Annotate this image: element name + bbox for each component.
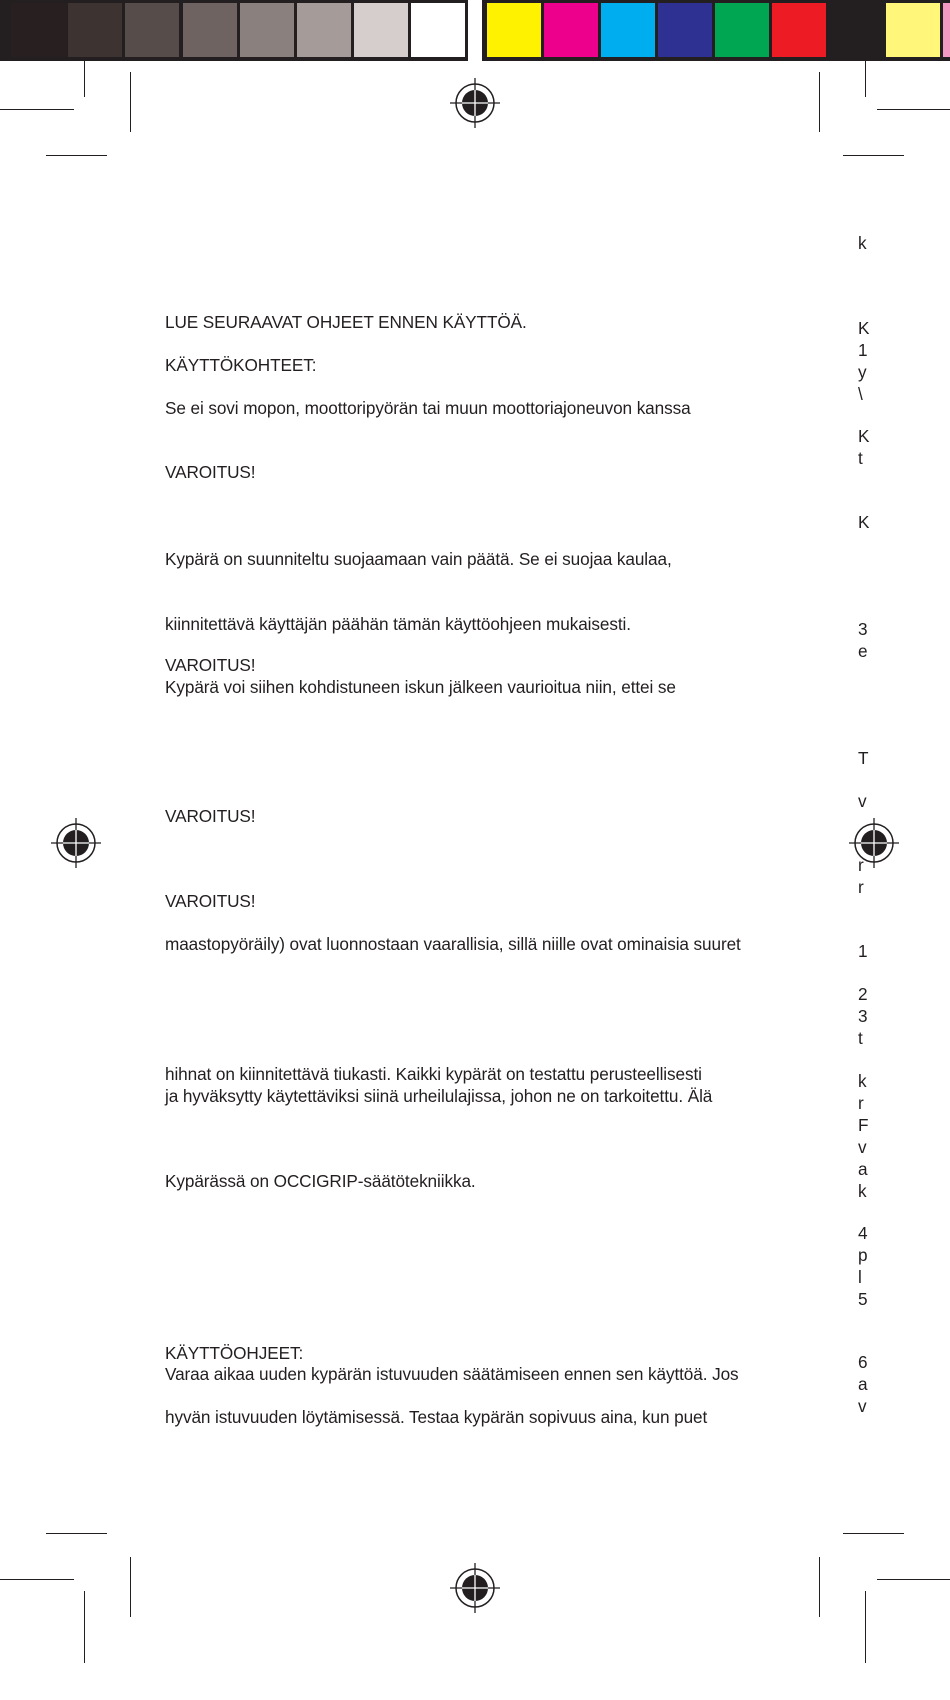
next-page-margin-char: v [858, 791, 867, 811]
fit-adjustment-text: Varaa aikaa uuden kypärän istuvuuden säätämiseen ennen sen käyttöä. Jos [165, 1364, 739, 1384]
next-page-margin-char: 1 [858, 941, 868, 961]
gray-swatch [11, 3, 67, 57]
trim-mark [819, 1557, 820, 1617]
impact-damage-text: Kypärä voi siihen kohdistuneen iskun jälkeen vaurioitua niin, ettei se [165, 677, 676, 697]
straps-text: hihnat on kiinnitettävä tiukasti. Kaikki kypärät on testattu perusteellisesti [165, 1064, 702, 1084]
next-page-margin-char: 3 [858, 1006, 868, 1026]
next-page-margin-char: 1 [858, 340, 868, 360]
fit-test-text: hyvän istuvuuden löytämisessä. Testaa kypärän sopivuus aina, kun puet [165, 1407, 708, 1427]
trim-mark [819, 72, 820, 132]
gray-swatch [183, 3, 237, 57]
next-page-margin-char: K [858, 512, 870, 532]
process-color-swatch [601, 3, 655, 57]
next-page-margin-char: T [858, 748, 869, 768]
warning-heading: VAROITUS! [165, 806, 256, 826]
trim-mark [843, 155, 904, 156]
usage-heading: KÄYTTÖKOHTEET: [165, 355, 317, 375]
registration-mark-icon [450, 78, 500, 128]
next-page-margin-char: \ [858, 384, 863, 404]
next-page-margin-char: l [858, 1267, 862, 1287]
gray-swatch [125, 3, 179, 57]
next-page-margin-char: v [858, 1396, 867, 1416]
next-page-margin-char: K [858, 318, 870, 338]
next-page-margin-char: 5 [858, 1289, 868, 1309]
next-page-margin-char: 2 [858, 984, 868, 1004]
warning-heading: VAROITUS! [165, 655, 256, 675]
gray-swatch [297, 3, 351, 57]
next-page-margin-char: y [858, 362, 867, 382]
gray-swatch [68, 3, 122, 57]
next-page-margin-char: F [858, 1115, 869, 1135]
next-page-margin-char: 4 [858, 1223, 868, 1243]
trim-mark [46, 1533, 107, 1534]
next-page-margin-char: r [858, 1093, 864, 1113]
next-page-margin-char: t [858, 448, 863, 468]
next-page-margin-char: K [858, 426, 870, 446]
trim-mark [46, 155, 107, 156]
process-color-swatch [772, 3, 826, 57]
next-page-margin-char: r [858, 877, 864, 897]
usage-text: Se ei sovi mopon, moottoripyörän tai muun moottoriajoneuvon kanssa [165, 398, 691, 418]
process-color-swatch [829, 3, 883, 57]
process-color-swatch [544, 3, 598, 57]
registration-mark-icon [51, 818, 101, 868]
next-page-margin-char: a [858, 1159, 868, 1179]
next-page-margin-char: e [858, 641, 868, 661]
read-instructions-heading: LUE SEURAAVAT OHJEET ENNEN KÄYTTÖÄ. [165, 312, 527, 332]
occigrip-text: Kypärässä on OCCIGRIP-säätötekniikka. [165, 1171, 476, 1191]
color-calibration-bar [0, 0, 950, 61]
gray-swatch [411, 3, 465, 57]
registration-mark-icon [849, 818, 899, 868]
approval-text: ja hyväksytty käytettäviksi siinä urheilulajissa, johon ne on tarkoitettu. Älä [165, 1086, 713, 1106]
next-page-margin-char: 6 [858, 1352, 868, 1372]
next-page-margin-char: a [858, 1374, 868, 1394]
mountain-biking-text: maastopyöräily) ovat luonnostaan vaarallisia, sillä niille ovat ominaisia suuret [165, 934, 741, 954]
next-page-margin-char: 3 [858, 619, 868, 639]
trim-mark [130, 1557, 131, 1617]
crop-mark [84, 61, 85, 97]
gray-swatch [240, 3, 294, 57]
trim-mark [130, 72, 131, 132]
process-color-swatch [886, 3, 940, 57]
gray-swatch [354, 3, 408, 57]
crop-mark [0, 1579, 74, 1580]
crop-mark [877, 1579, 950, 1580]
process-color-swatch [658, 3, 712, 57]
crop-mark [865, 1591, 866, 1663]
next-page-margin-char: k [858, 1181, 867, 1201]
trim-mark [843, 1533, 904, 1534]
instructions-heading: KÄYTTÖOHJEET: [165, 1343, 304, 1363]
warning-heading: VAROITUS! [165, 462, 256, 482]
registration-mark-icon [450, 1563, 500, 1613]
crop-mark [877, 109, 950, 110]
next-page-margin-char: v [858, 1137, 867, 1157]
process-color-swatch [715, 3, 769, 57]
next-page-margin-char: r [858, 855, 864, 875]
crop-mark [0, 109, 74, 110]
warning-heading: VAROITUS! [165, 891, 256, 911]
next-page-margin-char: k [858, 1071, 867, 1091]
crop-mark [865, 61, 866, 97]
next-page-margin-char: k [858, 233, 867, 253]
fastening-text: kiinnitettävä käyttäjän päähän tämän käyttöohjeen mukaisesti. [165, 614, 631, 634]
next-page-margin-char: p [858, 1245, 868, 1265]
next-page-margin-char: t [858, 1028, 863, 1048]
process-color-swatch [487, 3, 541, 57]
process-color-swatch [943, 3, 950, 57]
helmet-protection-text: Kypärä on suunniteltu suojaamaan vain päätä. Se ei suojaa kaulaa, [165, 549, 672, 569]
crop-mark [84, 1591, 85, 1663]
